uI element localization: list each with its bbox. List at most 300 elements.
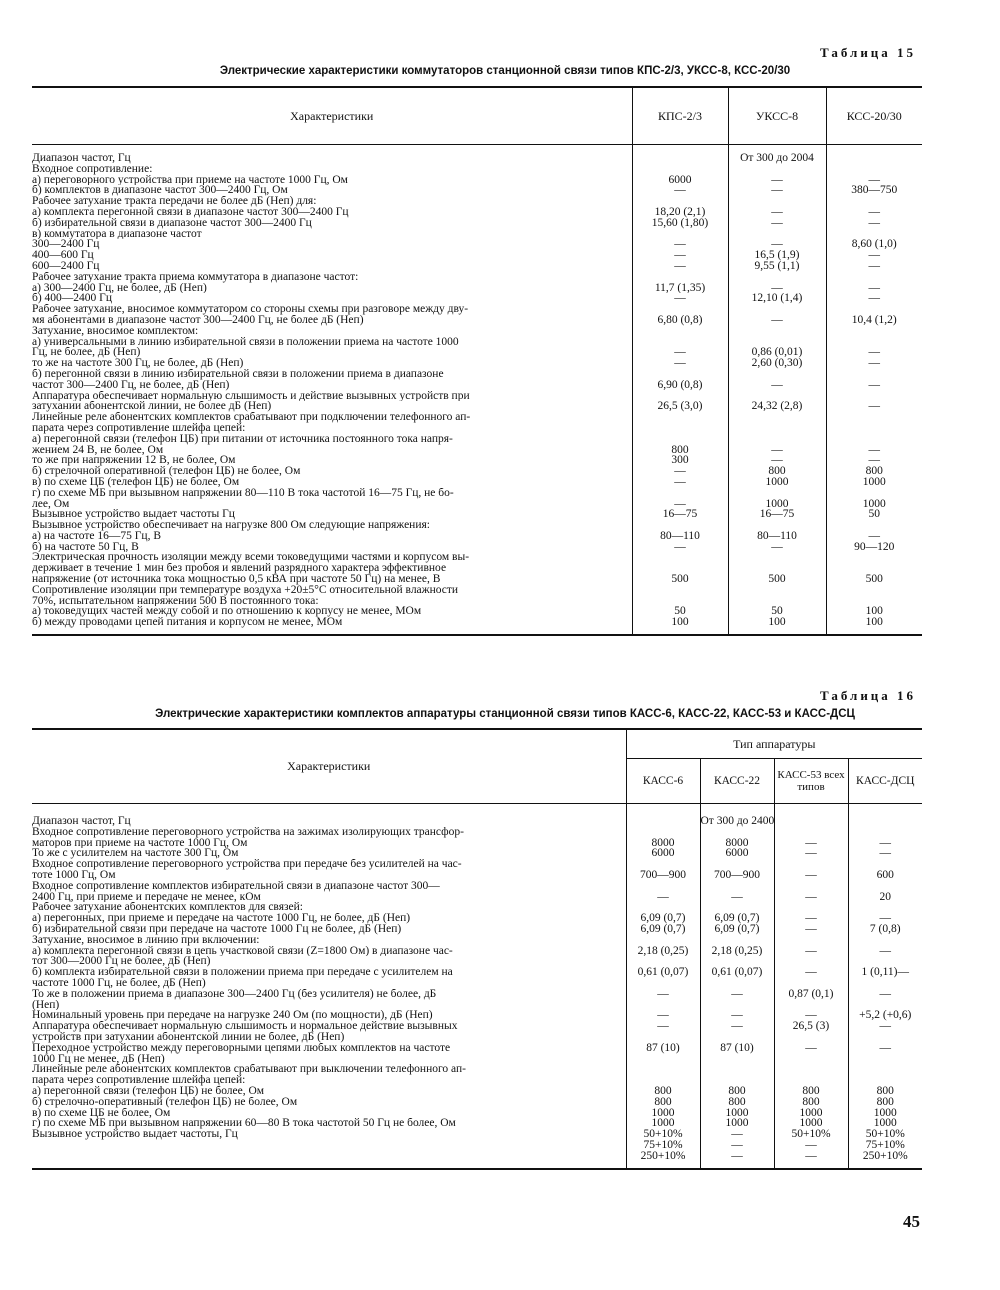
cell-value: — — [826, 445, 922, 456]
cell-value: — — [626, 892, 700, 903]
row-label: держивает в течение 1 мин без пробоя и явлений разрядного характера эффективное — [32, 563, 447, 575]
cell-value: 10,4 (1,2) — [826, 315, 922, 326]
table-row — [32, 617, 922, 635]
cell-value: — — [848, 1021, 922, 1032]
cell-value: — — [626, 989, 700, 1000]
table-row — [32, 967, 922, 978]
cell-value — [826, 304, 922, 315]
table-row — [32, 229, 922, 240]
row-label: Рабочее затухание, вносимое коммутатором со стороны схемы при разговоре между дву- — [32, 304, 469, 315]
cell-value — [774, 902, 848, 913]
cell-value — [632, 369, 728, 380]
cell-value — [700, 827, 774, 838]
table-16-body — [32, 816, 922, 1169]
row-label: То же с усилителем на частоте 300 Гц, Ом — [32, 848, 239, 860]
cell-value — [700, 1032, 774, 1043]
page-number: 45 — [903, 1212, 920, 1231]
cell-value: — — [774, 967, 848, 978]
cell-value — [626, 956, 700, 967]
row-label: Рабочее затухание тракта передачи не более дБ (Неп) для: — [32, 196, 317, 207]
row-label: Вызывное устройство обеспечивает на нагрузке 800 Ом следующие напряжения: — [32, 520, 430, 531]
row-label: а) универсальными в линию избирательной связи в положении приема на частоте 1000 — [32, 336, 459, 348]
cell-value: — — [632, 499, 728, 510]
cell-value: — — [826, 207, 922, 218]
cell-value: — — [826, 218, 922, 229]
cell-value: — — [826, 347, 922, 358]
cell-value — [626, 1075, 700, 1086]
cell-value: 700—900 — [626, 870, 700, 881]
cell-value: 87 (10) — [700, 1043, 774, 1054]
cell-value — [632, 434, 728, 445]
table-row — [32, 412, 922, 423]
table-row — [32, 261, 922, 272]
cell-value — [774, 935, 848, 946]
table-row — [32, 337, 922, 348]
row-label: б) на частоте 50 Гц, В — [32, 541, 139, 553]
cell-value — [626, 1032, 700, 1043]
row-label: Входное сопротивление: — [32, 163, 153, 175]
cell-value — [728, 272, 826, 283]
cell-value — [632, 596, 728, 607]
cell-value — [728, 229, 826, 240]
row-label: а) перегонной связи (телефон ЦБ) при питании от источника постоянного тока напря- — [32, 433, 453, 445]
row-label: а) 300—2400 Гц, не более, дБ (Неп) — [32, 282, 207, 294]
cell-value: 6000 — [626, 848, 700, 859]
table-row — [32, 531, 922, 542]
table-row — [32, 326, 922, 337]
cell-value: 16—75 — [632, 509, 728, 520]
cell-value: 100 — [826, 617, 922, 635]
row-label: а) токоведущих частей между собой и по отношению к корпусу не менее, МОм — [32, 606, 422, 618]
cell-value: 6,80 (0,8) — [632, 315, 728, 326]
row-label: частот 300—2400 Гц, не более, дБ (Неп) — [32, 379, 230, 391]
row-label: б) избирательной связи в диапазоне частот 300—2400 Гц — [32, 217, 312, 229]
row-label: тоте 1000 Гц, Ом — [32, 869, 116, 881]
row-label: 300—2400 Гц — [32, 239, 100, 251]
cell-value: 9,55 (1,1) — [728, 261, 826, 272]
table-row — [32, 1075, 922, 1086]
cell-value — [826, 434, 922, 445]
cell-value: — — [700, 989, 774, 1000]
cell-value — [632, 423, 728, 434]
table-row — [32, 488, 922, 499]
cell-value: 800 — [626, 1086, 700, 1097]
cell-value: 1000 — [626, 1118, 700, 1129]
row-label — [32, 1151, 626, 1169]
cell-value — [848, 827, 922, 838]
cell-value: — — [826, 401, 922, 412]
cell-value: — — [848, 913, 922, 924]
cell-value — [700, 1000, 774, 1011]
cell-value: — — [774, 838, 848, 849]
cell-value — [826, 585, 922, 596]
table-row — [32, 1151, 922, 1169]
cell-value — [826, 153, 922, 164]
table-15-header: КПС-2/3 — [632, 87, 728, 145]
table-row — [32, 1108, 922, 1119]
cell-value — [848, 1000, 922, 1011]
cell-value — [826, 369, 922, 380]
cell-value — [632, 196, 728, 207]
cell-value: — — [700, 1010, 774, 1021]
cell-value — [774, 1075, 848, 1086]
cell-value: — — [700, 1129, 774, 1140]
table-15-label: Таблица 15 — [820, 45, 917, 60]
cell-value: 16,5 (1,9) — [728, 250, 826, 261]
table-row — [32, 477, 922, 488]
cell-value — [632, 337, 728, 348]
cell-value — [826, 164, 922, 175]
row-label: (Неп) — [32, 999, 60, 1011]
cell-value: 1000 — [826, 477, 922, 488]
cell-value: 80—110 — [632, 531, 728, 542]
cell-value — [826, 196, 922, 207]
row-label: парата через сопротивление шлейфа цепей: — [32, 422, 246, 434]
cell-value — [632, 412, 728, 423]
cell-value — [848, 816, 922, 827]
table-row — [32, 1129, 922, 1140]
row-label: лее, Ом — [32, 498, 70, 510]
cell-value: 50+10% — [774, 1129, 848, 1140]
row-label: а) комплекта перегонной связи в цепь участковой связи (Z=1800 Ом) в диапазоне час- — [32, 945, 453, 957]
cell-value: 500 — [728, 574, 826, 585]
table-row — [32, 881, 922, 892]
cell-value — [826, 272, 922, 283]
cell-value: 700—900 — [700, 870, 774, 881]
cell-value: 1000 — [774, 1108, 848, 1119]
cell-value: — — [848, 946, 922, 957]
row-label: Линейные реле абонентских комплектов срабатывают при подключении телефонного ап- — [32, 412, 471, 423]
cell-value — [626, 859, 700, 870]
cell-value: 11,7 (1,35) — [632, 283, 728, 294]
table-row — [32, 175, 922, 186]
cell-value: — — [848, 989, 922, 1000]
cell-value — [728, 423, 826, 434]
row-label: Аппаратура обеспечивает нормальную слышимость и действие вызывных устройств при — [32, 390, 470, 402]
cell-value: — — [632, 542, 728, 553]
cell-value: — — [632, 261, 728, 272]
cell-value — [626, 881, 700, 892]
cell-value: — — [728, 185, 826, 196]
cell-value: — — [700, 1140, 774, 1151]
cell-value: — — [728, 542, 826, 553]
cell-value — [848, 881, 922, 892]
cell-value: — — [632, 293, 728, 304]
table-row — [32, 838, 922, 849]
cell-value: 1000 — [700, 1108, 774, 1119]
cell-value — [632, 585, 728, 596]
cell-value — [626, 902, 700, 913]
table-row — [32, 185, 922, 196]
table-row — [32, 870, 922, 881]
cell-value: — — [774, 1010, 848, 1021]
table-row — [32, 347, 922, 358]
cell-value — [728, 434, 826, 445]
row-label: Вызывное устройство выдает частоты Гц — [32, 509, 235, 521]
cell-value: 600 — [848, 870, 922, 881]
table-row — [32, 1032, 922, 1043]
cell-value — [848, 978, 922, 989]
table-row — [32, 272, 922, 283]
row-label: то же при напряжении 12 В, не более, Ом — [32, 455, 236, 467]
cell-value: 8000 — [626, 838, 700, 849]
cell-value — [728, 196, 826, 207]
cell-value: — — [774, 946, 848, 957]
row-label: б) перегонной связи в линию избирательной связи в положении приема в диапазоне — [32, 368, 444, 380]
table-row — [32, 153, 922, 164]
cell-value: 80—110 — [728, 531, 826, 542]
table-15-header: УКСС-8 — [728, 87, 826, 145]
cell-value: — — [848, 838, 922, 849]
cell-value: — — [728, 207, 826, 218]
cell-value — [626, 816, 700, 827]
cell-value — [632, 304, 728, 315]
table-row — [32, 1000, 922, 1011]
row-label: б) стрелочной оперативной (телефон ЦБ) не более, Ом — [32, 466, 301, 477]
cell-value: 800 — [774, 1097, 848, 1108]
table-row — [32, 913, 922, 924]
cell-value — [626, 978, 700, 989]
cell-value: — — [774, 913, 848, 924]
cell-value: 800 — [774, 1086, 848, 1097]
cell-value: 6,09 (0,7) — [626, 924, 700, 935]
row-label: маторов при приеме на частоте 1000 Гц, Ом — [32, 837, 248, 849]
cell-value — [700, 881, 774, 892]
cell-value — [728, 488, 826, 499]
table-row — [32, 239, 922, 250]
cell-value: 20 — [848, 892, 922, 903]
cell-value — [848, 1064, 922, 1075]
cell-value — [632, 272, 728, 283]
row-label: 70%, испытательном напряжении 500 В постоянного тока: — [32, 595, 319, 607]
cell-value: +5,2 (+0,6) — [848, 1010, 922, 1021]
table-row — [32, 1010, 922, 1021]
cell-value — [632, 326, 728, 337]
cell-value: 26,5 (3) — [774, 1021, 848, 1032]
cell-value: — — [700, 1151, 774, 1169]
cell-value: — — [774, 924, 848, 935]
cell-value — [700, 956, 774, 967]
cell-value: — — [774, 848, 848, 859]
cell-value: 800 — [700, 1097, 774, 1108]
cell-value: — — [632, 347, 728, 358]
row-label: а) перегонной связи (телефон ЦБ) не более, Ом — [32, 1085, 265, 1097]
cell-value: 800 — [728, 466, 826, 477]
table-row — [32, 892, 922, 903]
cell-value: 800 — [848, 1097, 922, 1108]
cell-value — [728, 585, 826, 596]
table-row — [32, 369, 922, 380]
cell-value — [632, 153, 728, 164]
cell-value: 50 — [632, 606, 728, 617]
row-label: а) комплекта перегонной связи в диапазоне частот 300—2400 Гц — [32, 206, 349, 218]
cell-value — [626, 1000, 700, 1011]
row-label: напряжение (от источника тока мощностью 0,5 кВА при частоте 50 Гц) на менее, В — [32, 574, 441, 585]
row-label: парата через сопротивление шлейфа цепей: — [32, 1075, 246, 1086]
cell-value — [728, 304, 826, 315]
cell-value — [700, 1064, 774, 1075]
cell-value: 0,87 (0,1) — [774, 989, 848, 1000]
cell-value — [728, 552, 826, 563]
cell-value: 800 — [848, 1086, 922, 1097]
row-label: в) коммутатора в диапазоне частот — [32, 228, 202, 240]
cell-value — [848, 1032, 922, 1043]
cell-value: 6,09 (0,7) — [626, 913, 700, 924]
cell-value: 100 — [826, 606, 922, 617]
row-label: а) перегонных, при приеме и передаче на частоте 1000 Гц, не более, дБ (Неп) — [32, 913, 411, 924]
cell-value: 6000 — [632, 175, 728, 186]
table-row — [32, 164, 922, 175]
row-label: б) 400—2400 Гц — [32, 293, 112, 305]
cell-value — [700, 1054, 774, 1065]
cell-value: — — [632, 250, 728, 261]
row-label: Гц, не более, дБ (Неп) — [32, 347, 141, 359]
cell-value: — — [826, 380, 922, 391]
cell-value — [848, 859, 922, 870]
table-row — [32, 207, 922, 218]
table-16-title: Электрические характеристики комплектов аппаратуры станционной связи типов КАСС-6, КАСС-22, КАСС-53 и КАСС-ДСЦ — [155, 708, 855, 720]
cell-value: 8,60 (1,0) — [826, 239, 922, 250]
row-label: затухании абонентской линии, не более дБ (Неп) — [32, 401, 272, 413]
cell-value — [728, 337, 826, 348]
cell-value — [848, 1054, 922, 1065]
row-label: б) комплекта избирательной связи в положении приема при передаче с усилителем на — [32, 967, 453, 978]
row-label: Затухание, вносимое комплектом: — [32, 325, 199, 337]
table-15-body — [32, 153, 922, 635]
cell-value — [848, 1075, 922, 1086]
table-row — [32, 816, 922, 827]
cell-value: — — [848, 1043, 922, 1054]
cell-value: 7 (0,8) — [848, 924, 922, 935]
cell-value — [848, 935, 922, 946]
cell-value: 1000 — [826, 499, 922, 510]
cell-value — [728, 520, 826, 531]
table-row — [32, 520, 922, 531]
cell-value: 1000 — [700, 1118, 774, 1129]
cell-value — [728, 326, 826, 337]
table-row — [32, 283, 922, 294]
cell-value: — — [826, 358, 922, 369]
cell-value — [774, 859, 848, 870]
table-row — [32, 946, 922, 957]
cell-value: 6,90 (0,8) — [632, 380, 728, 391]
cell-value — [826, 563, 922, 574]
cell-value: От 300 до 2400 — [700, 816, 774, 827]
table-16 — [32, 728, 922, 1170]
table-row — [32, 509, 922, 520]
table-row — [32, 434, 922, 445]
table-row — [32, 902, 922, 913]
cell-value: — — [728, 239, 826, 250]
cell-value: 15,60 (1,80) — [632, 218, 728, 229]
cell-value: — — [826, 531, 922, 542]
cell-value: 800 — [632, 445, 728, 456]
cell-value — [728, 563, 826, 574]
cell-value — [728, 391, 826, 402]
cell-value: 8000 — [700, 838, 774, 849]
cell-value — [632, 164, 728, 175]
row-label: а) на частоте 16—75 Гц, В — [32, 530, 162, 542]
table-row — [32, 304, 922, 315]
row-label: б) стрелочно-оперативный (телефон ЦБ) не более, Ом — [32, 1096, 298, 1108]
row-label: а) переговорного устройства при приеме на частоте 1000 Гц, Ом — [32, 174, 348, 186]
cell-value: — — [728, 218, 826, 229]
cell-value: — — [700, 1021, 774, 1032]
table-row — [32, 585, 922, 596]
table-row — [32, 1064, 922, 1075]
cell-value — [826, 596, 922, 607]
cell-value: — — [728, 175, 826, 186]
table-row — [32, 563, 922, 574]
cell-value: 16—75 — [728, 509, 826, 520]
table-16-label: Таблица 16 — [820, 688, 917, 703]
cell-value: 800 — [700, 1086, 774, 1097]
cell-value — [774, 1064, 848, 1075]
table-16-group-header: Тип аппаратуры — [626, 729, 922, 759]
table-row — [32, 1086, 922, 1097]
cell-value: 800 — [626, 1097, 700, 1108]
cell-value: 0,61 (0,07) — [626, 967, 700, 978]
table-row — [32, 1021, 922, 1032]
row-label: г) по схеме МБ при вызывном напряжении 80—110 В тока частотой 16—75 Гц, не бо- — [32, 487, 454, 499]
row-label: Затухание, вносимое в линию при включении: — [32, 934, 260, 946]
cell-value: 2,60 (0,30) — [728, 358, 826, 369]
cell-value — [826, 229, 922, 240]
cell-value — [626, 1064, 700, 1075]
cell-value: 500 — [632, 574, 728, 585]
row-label: Линейные реле абонентских комплектов срабатывают при выключении телефонного ап- — [32, 1064, 466, 1076]
row-label — [32, 1140, 626, 1151]
cell-value — [848, 956, 922, 967]
cell-value: 18,20 (2,1) — [632, 207, 728, 218]
table-row — [32, 218, 922, 229]
cell-value — [774, 816, 848, 827]
table-row — [32, 293, 922, 304]
row-label: то же на частоте 300 Гц, не более, дБ (Неп) — [32, 358, 244, 369]
cell-value: — — [632, 358, 728, 369]
row-label: Диапазон частот, Гц — [32, 153, 131, 164]
cell-value: 50 — [826, 509, 922, 520]
cell-value — [626, 827, 700, 838]
cell-value: 90—120 — [826, 542, 922, 553]
cell-value: 0,61 (0,07) — [700, 967, 774, 978]
cell-value — [700, 1075, 774, 1086]
cell-value — [826, 488, 922, 499]
row-label: Рабочее затухание тракта приема коммутатора в диапазоне частот: — [32, 271, 359, 283]
row-label: Вызывное устройство выдает частоты, Гц — [32, 1129, 238, 1140]
cell-value — [826, 326, 922, 337]
table-row — [32, 1097, 922, 1108]
cell-value — [700, 902, 774, 913]
table-row — [32, 1140, 922, 1151]
cell-value: — — [728, 455, 826, 466]
cell-value: — — [626, 1021, 700, 1032]
cell-value: 2,18 (0,25) — [626, 946, 700, 957]
cell-value — [626, 935, 700, 946]
cell-value — [632, 520, 728, 531]
cell-value: 1000 — [728, 477, 826, 488]
cell-value: — — [826, 283, 922, 294]
table-row — [32, 196, 922, 207]
table-row — [32, 935, 922, 946]
cell-value — [826, 412, 922, 423]
table-16-header: Характеристики — [32, 729, 626, 804]
cell-value — [728, 369, 826, 380]
row-label: Переходное устройство между переговорными цепями любых комплектов на частоте — [32, 1042, 451, 1054]
cell-value — [774, 827, 848, 838]
cell-value: — — [826, 175, 922, 186]
cell-value: 1000 — [848, 1118, 922, 1129]
